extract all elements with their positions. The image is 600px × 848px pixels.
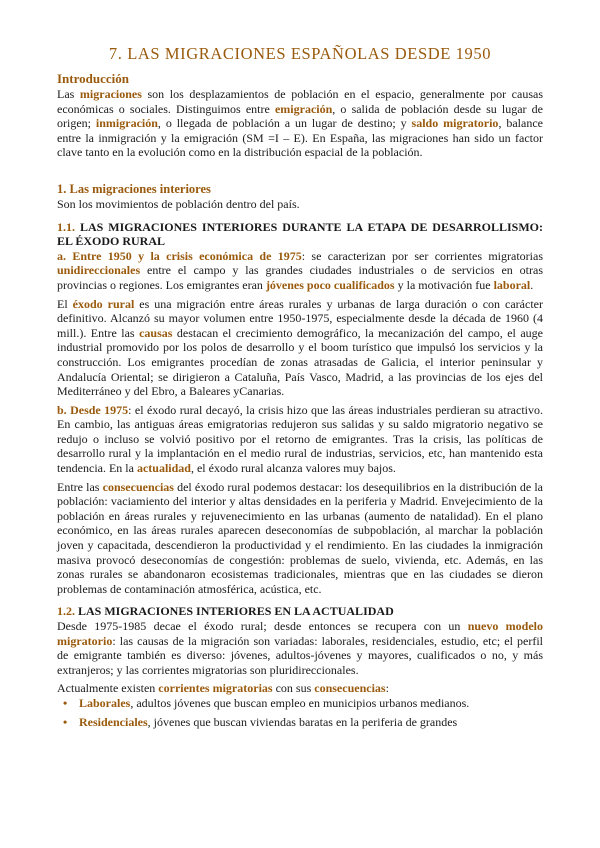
subsection-number: 1.2. <box>57 604 75 619</box>
text: y la motivación fue <box>394 277 494 292</box>
keyword: causas <box>139 325 173 340</box>
text: Las <box>57 87 80 101</box>
bullet-list <box>57 696 543 729</box>
keyword: unidireccionales <box>57 263 141 278</box>
text: , o salida de población desde su lugar de origen; <box>57 101 543 131</box>
keyword: b. Desde 1975 <box>57 402 129 417</box>
list-item <box>57 696 543 711</box>
subsection-title: LAS MIGRACIONES INTERIORES EN LA ACTUALIDAD <box>75 604 394 619</box>
text: del éxodo rural podemos destacar: los desequilibrios en la distribución de la población: vaciamiento del interior y altas densidades en la periferia y Madrid. Envejecimiento de la población en áreas rurales y rejuvenecimiento en las urbanas (aumento de natalidad). En el plano económico, en las áreas rurales aparecen deseconomías de subpoblación, al marchar la población joven y capacitada, descendieron la productividad y el rendimiento. En las ciudades la inmigración masiva provocó deseconomías de congestión: problemas de suelo, vivienda, etc. Además, en las zonas rurales se abandonaron ecosistemas tradicionales, mientras que en las ciudades se dieron problemas de contaminación atmosférica, acústica, etc. <box>57 479 543 596</box>
text: , jóvenes que buscan viviendas baratas en la periferia de grandes <box>147 714 458 729</box>
keyword: saldo migratorio <box>411 116 499 131</box>
subsection-title: LAS MIGRACIONES INTERIORES DURANTE LA ETAPA DE DESARROLLISMO: EL ÉXODO RURAL <box>57 219 543 249</box>
paragraph-corrientes <box>57 681 543 696</box>
text: : las causas de la migración son variadas: laborales, residenciales, estudio, etc; el perfil de emigrante también es diverso: jóvenes, adultos-jóvenes y mayores, cualificados o no, y más extranjeros; y las corrientes migratorias son pluridireccionales. <box>57 633 543 677</box>
list-item <box>57 715 543 730</box>
section-text: Son los movimientos de población dentro del país. <box>57 196 300 211</box>
text: , balance entre la inmigración y la emigración (SM =I – E). En España, las migraciones han sido un factor clave tanto en la evolución como en la distribución espacial de la población. <box>57 116 543 160</box>
subsection-heading <box>57 220 543 249</box>
text: . <box>530 277 534 292</box>
keyword: consecuencias <box>102 479 174 494</box>
bullet-icon: • <box>63 714 68 729</box>
text: , o llegada de población a un lugar de destino; y <box>157 116 412 131</box>
keyword: emigración <box>274 101 333 116</box>
text: , el éxodo rural alcanza valores muy bajos. <box>190 461 396 476</box>
text: Desde 1975-1985 decae el éxodo rural; desde entonces se recupera con un <box>57 619 468 633</box>
section-heading: 1. Las migraciones interiores <box>57 181 211 196</box>
subsection-heading <box>57 604 543 619</box>
intro-heading: Introducción <box>57 71 129 86</box>
text: : se caracterizan por ser corrientes migratorias <box>301 248 543 263</box>
text: , adultos jóvenes que buscan empleo en municipios urbanos medianos. <box>130 695 470 710</box>
keyword: migraciones <box>79 87 142 101</box>
keyword: actualidad <box>136 461 191 476</box>
keyword: éxodo rural <box>72 296 135 311</box>
document-page <box>57 44 543 733</box>
keyword: Laborales <box>79 695 131 710</box>
text: es una migración entre áreas rurales y urbanas de larga duración o con carácter definitivo. Alcanzó su mayor volumen entre 1950-1975, especialmente desde la década de 1960 (4 mill.). Entre las <box>57 296 543 340</box>
paragraph-a <box>57 249 543 293</box>
keyword: Residenciales <box>79 714 148 729</box>
text: Entre las <box>57 479 103 494</box>
text: destacan el crecimiento demográfico, la mecanización del campo, el auge industrial promovido por los polos de desarrollo y el boom turístico que impulsó los servicios y la construcción. Los emigrantes procedían de zonas atrasadas de Galicia, el interior peninsular y Andalucía Oriental; se dirigieron a Cataluña, País Vasco, Madrid, a las provincias de los ejes del Mediterráneo y del Ebro, a Baleares yCanarias. <box>57 325 543 399</box>
text: El <box>57 296 73 311</box>
paragraph-exodo <box>57 297 543 399</box>
keyword: a. Entre 1950 y la crisis económica de 1975 <box>57 248 302 263</box>
keyword: corrientes migratorias <box>158 681 273 696</box>
keyword: inmigración <box>95 116 158 131</box>
text: con sus <box>272 681 315 696</box>
subsection-number: 1.1. <box>57 219 75 234</box>
text: : <box>385 681 389 696</box>
paragraph-consecuencias <box>57 480 543 597</box>
text: son los desplazamientos de población en el espacio, generalmente por causas económicas o sociales. Distinguimos entre <box>57 87 543 116</box>
text: : el éxodo rural decayó, la crisis hizo que las áreas industriales perdieran su atractivo. En cambio, las antiguas áreas emigratorias redujeron sus salidas y su saldo migratorio negativo se redujo o incluso se volvió positivo por el retorno de emigrantes. Tras la crisis, las políticas de desarrollo rural y la implantación en el medio rural de industrias, servicios, etc, han mantenido esta tendencia. En la <box>57 402 543 476</box>
paragraph-actualidad <box>57 619 543 677</box>
keyword: jóvenes poco cualificados <box>265 277 395 292</box>
bullet-icon: • <box>63 695 68 710</box>
paragraph-b <box>57 403 543 476</box>
intro-paragraph <box>57 87 543 160</box>
keyword: nuevo modelo migratorio <box>57 619 543 648</box>
text: Actualmente existen <box>57 681 159 696</box>
keyword: consecuencias <box>314 681 386 696</box>
keyword: laboral <box>493 277 531 292</box>
text: entre el campo y las grandes ciudades industriales o de servicios en otras provincias o regiones. Los emigrantes eran <box>57 263 543 292</box>
page-title: 7. LAS MIGRACIONES ESPAÑOLAS DESDE 1950 <box>108 44 492 63</box>
